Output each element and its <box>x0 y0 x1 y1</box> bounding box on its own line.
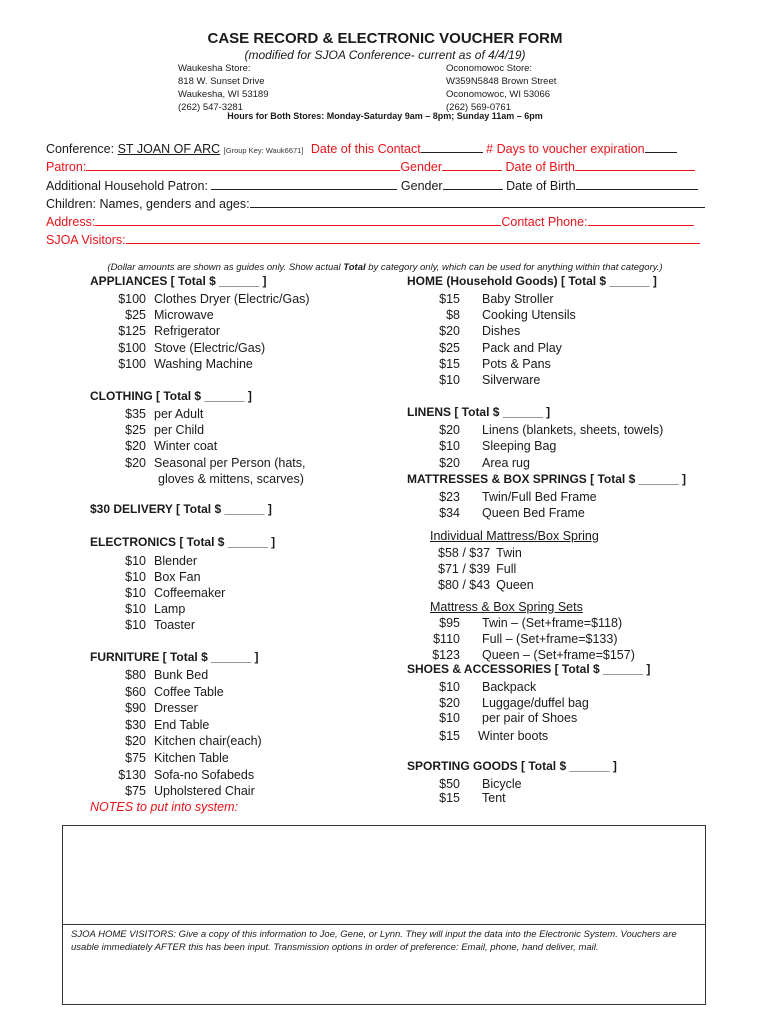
store-phone: (262) 569-0761 <box>446 102 511 113</box>
individual-mattress-heading: Individual Mattress/Box Spring <box>430 529 599 543</box>
appliances-heading: APPLIANCES [ Total $ ______ ] <box>90 274 267 288</box>
furniture-heading: FURNITURE [ Total $ ______ ] <box>90 650 259 664</box>
notes-box[interactable] <box>62 825 706 1005</box>
conference-value[interactable]: ST JOAN OF ARC <box>117 142 221 156</box>
list-item: $25 per Child <box>125 423 205 438</box>
oconomowoc-store-info <box>446 62 556 114</box>
individual-mattress-list <box>438 545 534 593</box>
home-visitors-instructions: SJOA HOME VISITORS: Give a copy of this information to Joe, Gene, or Lynn. They will input the data into the Electronic System. Vouchers are usable immediately AFTER this has been input. Transmission options in order of preference: Email, phone, hand deliver, mail. <box>71 929 677 953</box>
gender2-label: Gender <box>400 179 443 193</box>
list-item: $123 Queen – (Set+frame=$157) <box>432 648 635 662</box>
list-item: $71 / $39 Full <box>438 562 517 576</box>
list-item: $75 Kitchen Table <box>125 750 229 765</box>
list-item: $75 Upholstered Chair <box>125 784 255 799</box>
children-label: Children: Names, genders and ages: <box>46 197 250 211</box>
store-city: Oconomowoc, WI 53066 <box>446 89 551 100</box>
notes-divider <box>63 924 705 925</box>
electronics-heading: ELECTRONICS [ Total $ ______ ] <box>90 535 276 549</box>
dob2-field[interactable] <box>576 178 698 190</box>
list-item: $20 Dishes <box>439 324 521 339</box>
list-item: $100 Clothes Dryer (Electric/Gas) <box>118 292 310 306</box>
shoes-heading: SHOES & ACCESSORIES [ Total $ ______ ] <box>407 662 651 676</box>
list-item: $10 Box Fan <box>125 570 201 584</box>
date-contact-field[interactable] <box>421 141 483 153</box>
days-expiration-label: # Days to voucher expiration <box>486 142 645 156</box>
store-street: W359N5848 Brown Street <box>446 76 557 87</box>
notes-label: NOTES to put into system: <box>90 800 238 814</box>
list-item: $10 Sleeping Bag <box>439 439 557 454</box>
date-contact-label: Date of this Contact <box>310 142 421 156</box>
sporting-heading: SPORTING GOODS [ Total $ ______ ] <box>407 759 617 773</box>
list-item: $20 Seasonal per Person (hats, <box>125 455 306 470</box>
visitors-field[interactable] <box>126 232 700 244</box>
list-item: $10 Lamp <box>125 602 186 616</box>
clothing-heading: CLOTHING [ Total $ ______ ] <box>90 389 252 403</box>
list-item: $25 Pack and Play <box>439 340 562 355</box>
store-name: Oconomowoc Store: <box>446 63 533 74</box>
list-item: $125 Refrigerator <box>118 324 220 339</box>
store-hours: Hours for Both Stores: Monday-Saturday 9am – 8pm; Sunday 11am – 6pm <box>227 111 543 121</box>
store-street: 818 W. Sunset Drive <box>178 76 265 87</box>
list-item: $100 Washing Machine <box>118 356 253 371</box>
form-subtitle: (modified for SJOA Conference- current as of 4/4/19) <box>244 48 526 62</box>
home-list <box>410 291 576 388</box>
gender-field[interactable] <box>442 159 502 171</box>
patron-label: Patron: <box>46 160 87 174</box>
list-item: $10 Coffeemaker <box>125 586 226 600</box>
list-item: $25 Microwave <box>125 308 214 323</box>
delivery-heading: $30 DELIVERY [ Total $ ______ ] <box>90 502 272 516</box>
group-key: [Group Key: Wauk6671] <box>223 146 304 155</box>
sporting-list <box>410 777 522 805</box>
contact-phone-label: Contact Phone: <box>501 215 588 229</box>
list-item: $58 / $37 Twin <box>438 546 522 560</box>
contact-phone-field[interactable] <box>588 214 694 226</box>
gender2-field[interactable] <box>443 178 503 190</box>
list-item: $10 Silverware <box>439 373 541 388</box>
store-city: Waukesha, WI 53189 <box>178 89 269 100</box>
linens-heading: LINENS [ Total $ ______ ] <box>407 405 551 419</box>
address-field[interactable] <box>95 214 501 226</box>
store-phone: (262) 547-3281 <box>178 102 243 113</box>
list-item: $30 End Table <box>125 717 210 732</box>
list-item: $15 Winter boots <box>439 728 549 743</box>
list-item: $20 Area rug <box>439 455 530 470</box>
list-item: $10 Toaster <box>125 618 195 632</box>
address-label: Address: <box>46 215 96 229</box>
list-item: $80 Bunk Bed <box>125 668 209 682</box>
list-item: $100 Stove (Electric/Gas) <box>118 340 266 355</box>
list-item: gloves & mittens, scarves) <box>158 471 304 486</box>
clothing-list <box>94 406 305 487</box>
children-field[interactable] <box>250 196 705 208</box>
additional-patron-row <box>46 178 698 193</box>
list-item: $20 Luggage/duffel bag <box>439 695 589 710</box>
home-heading: HOME (Household Goods) [ Total $ ______ ] <box>407 274 657 288</box>
list-item: $110 Full – (Set+frame=$133) <box>433 632 618 646</box>
list-item: $34 Queen Bed Frame <box>439 506 585 521</box>
conference-row <box>46 141 677 156</box>
list-item: $15 Baby Stroller <box>439 292 554 306</box>
days-expiration-field[interactable] <box>645 141 677 153</box>
list-item: $23 Twin/Full Bed Frame <box>439 490 597 504</box>
list-item: $15 Pots & Pans <box>439 356 551 371</box>
mattress-sets-list <box>410 615 635 663</box>
patron-field[interactable] <box>86 159 400 171</box>
shoes-list <box>410 680 589 744</box>
conference-label: Conference: <box>46 142 115 156</box>
mattresses-heading: MATTRESSES & BOX SPRINGS [ Total $ ______ ] <box>407 472 686 486</box>
list-item: $80 / $43 Queen <box>438 578 534 592</box>
list-item: $60 Coffee Table <box>125 684 224 699</box>
list-item: $90 Dresser <box>125 701 198 716</box>
list-item: $20 Linens (blankets, sheets, towels) <box>439 423 664 437</box>
visitors-label: SJOA Visitors: <box>46 233 126 247</box>
electronics-list <box>94 553 225 633</box>
additional-patron-label: Additional Household Patron: <box>46 179 208 193</box>
list-item: $8 Cooking Utensils <box>446 308 576 323</box>
linens-list <box>410 422 663 471</box>
list-item: $20 Kitchen chair(each) <box>125 734 262 749</box>
list-item: $50 Bicycle <box>439 777 522 791</box>
list-item: $95 Twin – (Set+frame=$118) <box>439 616 623 630</box>
form-title: CASE RECORD & ELECTRONIC VOUCHER FORM <box>207 30 563 47</box>
waukesha-store-info <box>178 62 268 114</box>
list-item: $10 per pair of Shoes <box>439 711 578 726</box>
patron-row <box>46 159 695 174</box>
dob-label: Date of Birth <box>505 160 575 174</box>
children-row <box>46 196 705 211</box>
appliances-list <box>94 291 310 372</box>
additional-patron-field[interactable] <box>211 178 397 190</box>
bed-frame-list <box>410 489 597 522</box>
list-item: $15 Tent <box>439 791 506 805</box>
dob-field[interactable] <box>575 159 695 171</box>
mattress-sets-heading: Mattress & Box Spring Sets <box>430 600 583 614</box>
list-item: $10 Backpack <box>439 680 537 694</box>
gender-label: Gender <box>400 160 443 174</box>
guide-note: (Dollar amounts are shown as guides only. Show actual Total by category only, which can be used for anything within that category.) <box>107 262 663 273</box>
furniture-list <box>94 667 262 800</box>
list-item: $20 Winter coat <box>125 439 218 454</box>
list-item: $35 per Adult <box>125 407 204 421</box>
list-item: $130 Sofa-no Sofabeds <box>118 767 255 782</box>
list-item: $10 Blender <box>125 554 198 568</box>
dob2-label: Date of Birth <box>506 179 576 193</box>
store-name: Waukesha Store: <box>178 63 251 74</box>
visitors-row <box>46 232 700 247</box>
address-row <box>46 214 694 229</box>
